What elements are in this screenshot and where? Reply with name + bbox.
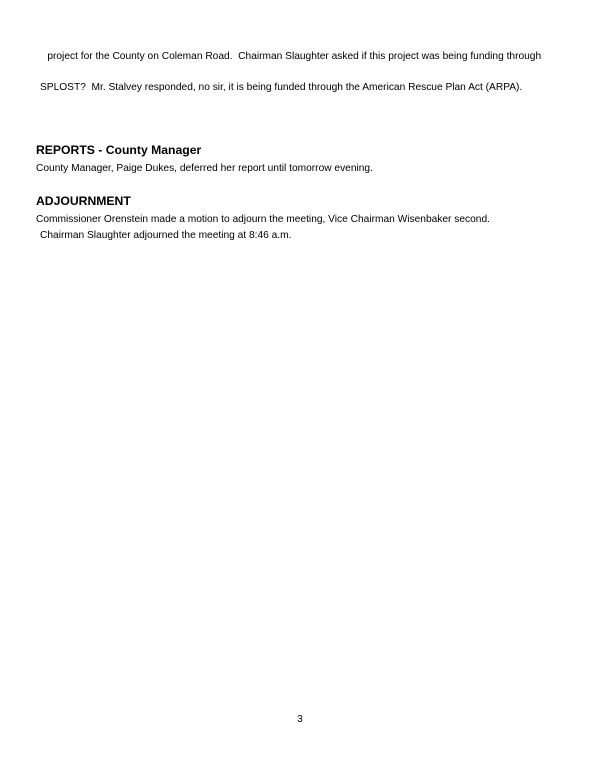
section-body-adjournment-line-2: Chairman Slaughter adjourned the meeting at 8:46 a.m. [40, 229, 292, 241]
section-body-reports-line-1: County Manager, Paige Dukes, deferred her report until tomorrow evening. [36, 163, 373, 175]
continued-paragraph-line-2: SPLOST? Mr. Stalvey responded, no sir, it is being funded through the American Rescue Plan Act (ARPA). [40, 81, 523, 93]
continued-paragraph [36, 34, 564, 125]
continued-paragraph-line-1: project for the County on Coleman Road. Chairman Slaughter asked if this project was being funding through [47, 51, 542, 63]
section-body-adjournment [36, 212, 564, 242]
section-body-adjournment-line-1: Commissioner Orenstein made a motion to adjourn the meeting, Vice Chairman Wisenbaker second. [36, 214, 490, 226]
section-heading-reports: REPORTS - County Manager [36, 143, 202, 158]
page-number: 3 [297, 714, 303, 725]
section-heading-adjournment: ADJOURNMENT [36, 194, 131, 209]
section-body-reports [36, 161, 564, 176]
